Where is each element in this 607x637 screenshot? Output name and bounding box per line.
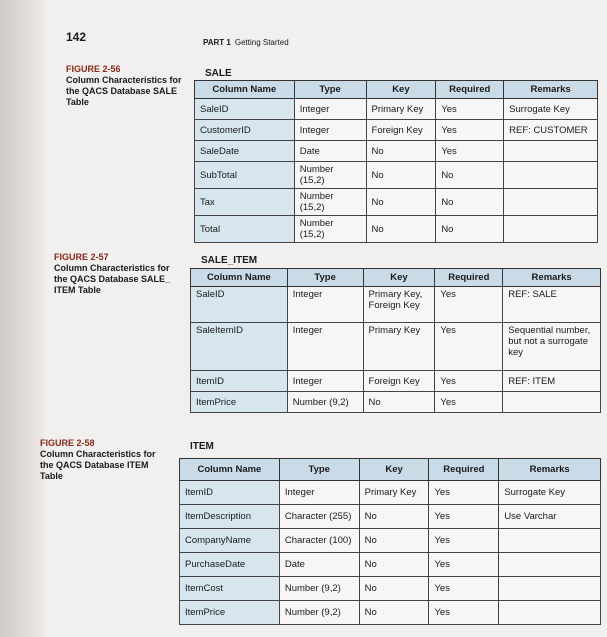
sale-table: [194, 80, 598, 243]
table-row: [180, 529, 601, 553]
table-name: ITEM: [190, 441, 214, 452]
cell: REF: SALE: [503, 287, 601, 323]
table-row: [180, 577, 601, 601]
cell: ItemDescription: [180, 505, 280, 529]
cell: Number (15,2): [294, 189, 366, 216]
figure-label: FIGURE 2-56: [66, 64, 121, 74]
cell: SaleID: [191, 287, 288, 323]
figure-caption: [54, 252, 174, 296]
cell: No: [359, 553, 429, 577]
table-row: [195, 189, 598, 216]
cell: No: [436, 216, 504, 243]
cell: [499, 601, 601, 625]
cell: SubTotal: [195, 162, 295, 189]
cell: Integer: [287, 323, 363, 371]
column-header: Type: [279, 459, 359, 481]
table-header-row: [195, 81, 598, 99]
column-header: Key: [359, 459, 429, 481]
table-header-row: [180, 459, 601, 481]
cell: Foreign Key: [363, 371, 435, 392]
part-label: PART 1: [203, 38, 231, 47]
cell: [504, 216, 598, 243]
table-row: [191, 392, 601, 413]
column-header: Required: [435, 269, 503, 287]
cell: Yes: [429, 577, 499, 601]
table-row: [191, 371, 601, 392]
cell: Number (15,2): [294, 216, 366, 243]
cell: Use Varchar: [499, 505, 601, 529]
table-row: [195, 162, 598, 189]
cell: [499, 577, 601, 601]
table-row: [180, 505, 601, 529]
cell: Integer: [294, 120, 366, 141]
cell: SaleItemID: [191, 323, 288, 371]
column-header: Key: [366, 81, 436, 99]
figure-description: Column Characteristics for the QACS Database SALE Table: [66, 75, 182, 107]
page-number: 142: [66, 30, 87, 44]
column-header: Key: [363, 269, 435, 287]
table-row: [180, 553, 601, 577]
cell: Yes: [436, 120, 504, 141]
cell: Yes: [429, 505, 499, 529]
cell: Foreign Key: [366, 120, 436, 141]
cell: [499, 529, 601, 553]
figure-caption: [40, 438, 160, 482]
cell: CustomerID: [195, 120, 295, 141]
figure-caption: [66, 64, 186, 108]
table-header-row: [191, 269, 601, 287]
page-gutter-shadow: [0, 0, 44, 637]
cell: Tax: [195, 189, 295, 216]
column-header: Remarks: [503, 269, 601, 287]
column-header: Required: [429, 459, 499, 481]
cell: No: [366, 141, 436, 162]
cell: Yes: [435, 287, 503, 323]
table-name: SALE: [205, 68, 232, 79]
cell: Primary Key: [359, 481, 429, 505]
cell: CompanyName: [180, 529, 280, 553]
column-header: Remarks: [504, 81, 598, 99]
cell: Date: [294, 141, 366, 162]
column-header: Type: [294, 81, 366, 99]
table-row: [195, 99, 598, 120]
cell: No: [366, 216, 436, 243]
cell: Surrogate Key: [504, 99, 598, 120]
cell: ItemID: [191, 371, 288, 392]
cell: ItemCost: [180, 577, 280, 601]
cell: Total: [195, 216, 295, 243]
cell: No: [366, 189, 436, 216]
column-header: Column Name: [191, 269, 288, 287]
cell: No: [436, 162, 504, 189]
cell: Yes: [429, 553, 499, 577]
figure-description: Column Characteristics for the QACS Database SALE_ ITEM Table: [54, 263, 171, 295]
cell: No: [359, 505, 429, 529]
column-header: Remarks: [499, 459, 601, 481]
cell: Yes: [429, 529, 499, 553]
column-header: Column Name: [195, 81, 295, 99]
cell: [499, 553, 601, 577]
item-table: [179, 458, 601, 625]
table-row: [191, 323, 601, 371]
cell: Number (9,2): [287, 392, 363, 413]
table-row: [180, 601, 601, 625]
cell: No: [359, 601, 429, 625]
figure-label: FIGURE 2-57: [54, 252, 109, 262]
cell: No: [436, 189, 504, 216]
cell: REF: CUSTOMER: [504, 120, 598, 141]
cell: [504, 141, 598, 162]
cell: ItemPrice: [180, 601, 280, 625]
cell: Yes: [429, 601, 499, 625]
cell: SaleDate: [195, 141, 295, 162]
cell: Surrogate Key: [499, 481, 601, 505]
cell: Number (9,2): [279, 601, 359, 625]
cell: Integer: [287, 287, 363, 323]
cell: Yes: [429, 481, 499, 505]
cell: Integer: [279, 481, 359, 505]
cell: PurchaseDate: [180, 553, 280, 577]
cell: No: [359, 529, 429, 553]
table-row: [195, 141, 598, 162]
cell: Date: [279, 553, 359, 577]
cell: Number (9,2): [279, 577, 359, 601]
cell: [504, 162, 598, 189]
column-header: Column Name: [180, 459, 280, 481]
cell: No: [366, 162, 436, 189]
cell: Primary Key: [366, 99, 436, 120]
cell: Character (100): [279, 529, 359, 553]
column-header: Type: [287, 269, 363, 287]
cell: No: [359, 577, 429, 601]
part-title: Getting Started: [234, 38, 289, 47]
running-header: [203, 38, 289, 47]
cell: [503, 392, 601, 413]
figure-description: Column Characteristics for the QACS Database ITEM Table: [40, 449, 156, 481]
cell: Integer: [287, 371, 363, 392]
cell: SaleID: [195, 99, 295, 120]
table-row: [191, 287, 601, 323]
cell: Number (15,2): [294, 162, 366, 189]
cell: ItemID: [180, 481, 280, 505]
cell: REF: ITEM: [503, 371, 601, 392]
cell: Yes: [435, 371, 503, 392]
column-header: Required: [436, 81, 504, 99]
cell: Yes: [436, 141, 504, 162]
cell: [504, 189, 598, 216]
sale-item-table: [190, 268, 601, 413]
cell: Sequential number, but not a surrogate key: [503, 323, 601, 371]
cell: Primary Key: [363, 323, 435, 371]
cell: Character (255): [279, 505, 359, 529]
table-name: SALE_ITEM: [201, 255, 258, 266]
cell: Yes: [436, 99, 504, 120]
table-row: [195, 120, 598, 141]
cell: Integer: [294, 99, 366, 120]
cell: Yes: [435, 323, 503, 371]
cell: ItemPrice: [191, 392, 288, 413]
table-row: [195, 216, 598, 243]
table-row: [180, 481, 601, 505]
cell: Yes: [435, 392, 503, 413]
cell: No: [363, 392, 435, 413]
cell: Primary Key, Foreign Key: [363, 287, 435, 323]
figure-label: FIGURE 2-58: [40, 438, 95, 448]
